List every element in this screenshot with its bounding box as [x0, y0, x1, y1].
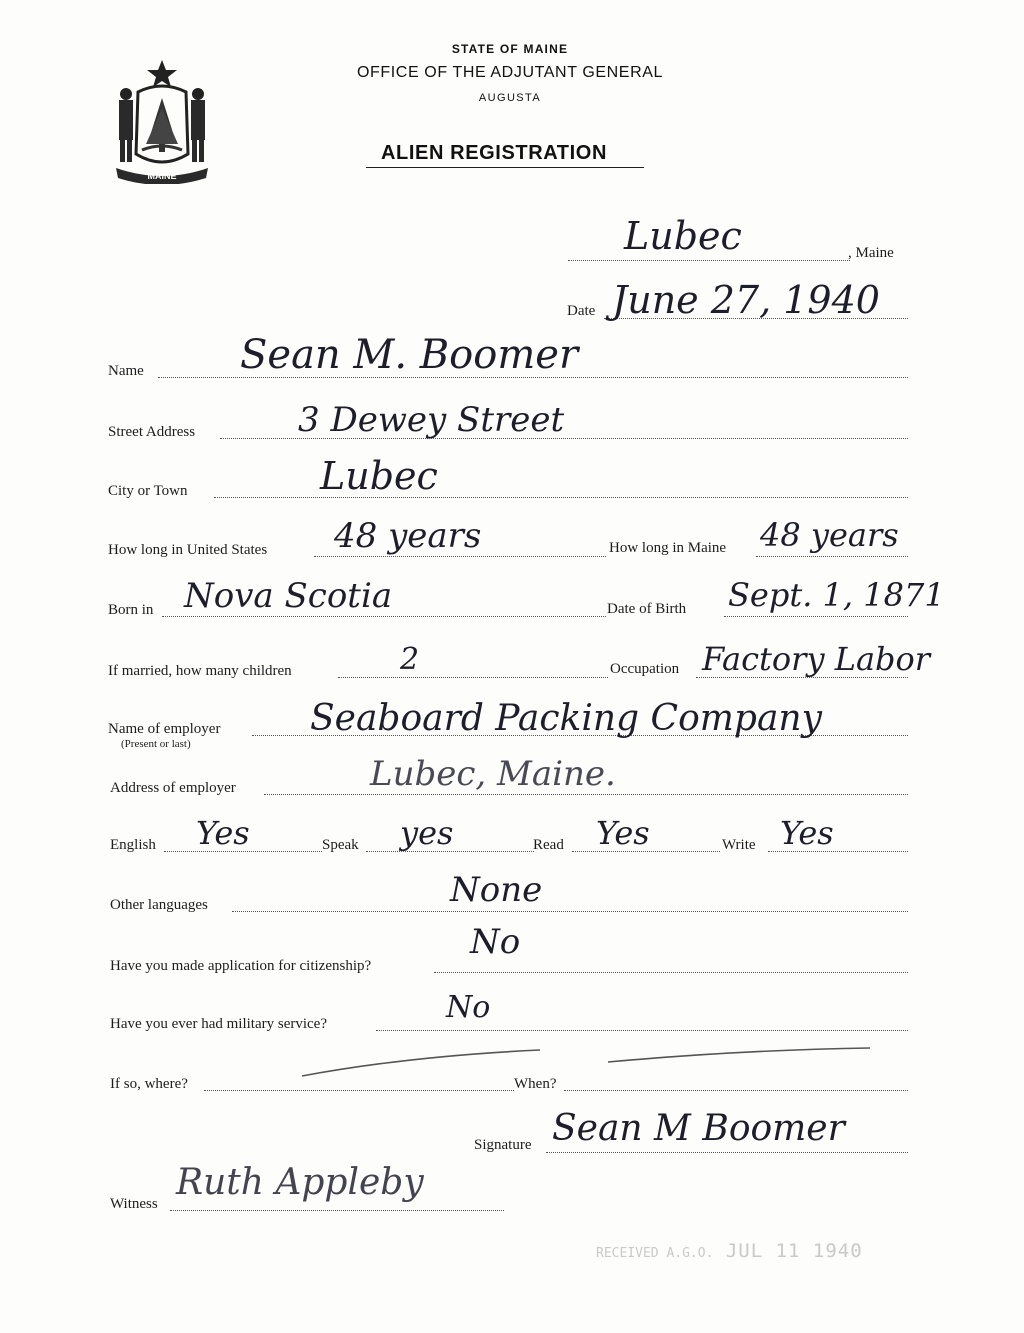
how-long-us-label: How long in United States [108, 542, 268, 558]
read-label: Read [533, 837, 564, 853]
signature-line [546, 1152, 908, 1153]
signature-label: Signature [474, 1137, 532, 1153]
employer-address-value: Lubec, Maine. [370, 754, 616, 794]
how-long-us-line [314, 556, 606, 557]
english-value: Yes [196, 814, 250, 852]
employer-address-line [264, 794, 908, 795]
military-value: No [446, 990, 491, 1025]
employer-label: Name of employer [108, 721, 221, 737]
how-long-maine-value: 48 years [760, 516, 899, 554]
read-value: Yes [596, 814, 650, 852]
received-stamp [596, 1240, 866, 1262]
military-line [376, 1030, 908, 1031]
when-label: When? [514, 1076, 557, 1092]
how-long-us-value: 48 years [334, 516, 482, 556]
date-of-birth-label: Date of Birth [607, 601, 687, 617]
witness-label: Witness [110, 1196, 158, 1212]
signature-value: Sean M Boomer [552, 1108, 845, 1149]
citizenship-line [434, 972, 908, 973]
name-value: Sean M. Boomer [240, 332, 579, 378]
town-line [568, 260, 850, 261]
maine-label: , Maine [848, 245, 894, 261]
date-value: June 27, 1940 [612, 278, 880, 322]
employer-address-label: Address of employer [110, 780, 236, 796]
born-in-line [162, 616, 606, 617]
how-long-maine-label: How long in Maine [609, 540, 727, 556]
where-label: If so, where? [110, 1076, 188, 1092]
other-languages-label: Other languages [110, 897, 208, 913]
speak-label: Speak [322, 837, 359, 853]
speak-value: yes [400, 814, 454, 852]
city-value: Lubec [320, 454, 438, 498]
children-line [338, 677, 608, 678]
svg-text:MAINE: MAINE [147, 171, 177, 181]
received-stamp-date: JUL 11 1940 [725, 1240, 863, 1262]
citizenship-value: No [470, 922, 521, 962]
occupation-label: Occupation [610, 661, 680, 677]
write-value: Yes [780, 814, 834, 852]
date-of-birth-value: Sept. 1, 1871 [728, 576, 945, 614]
date-label: Date [567, 303, 596, 319]
children-label: If married, how many children [108, 663, 292, 679]
town-value: Lubec [624, 214, 742, 258]
english-label: English [110, 837, 156, 853]
street-address-value: 3 Dewey Street [298, 400, 565, 440]
city-line [214, 497, 908, 498]
when-line [564, 1090, 908, 1091]
witness-line [170, 1210, 504, 1211]
employer-value: Seaboard Packing Company [310, 698, 822, 739]
title-underline [366, 167, 644, 168]
military-label: Have you ever had military service? [110, 1016, 327, 1032]
citizenship-label: Have you made application for citizenship? [110, 958, 372, 974]
date-of-birth-line [724, 616, 908, 617]
children-value: 2 [400, 642, 420, 677]
header-city: AUGUSTA [478, 92, 542, 104]
city-label: City or Town [108, 483, 188, 499]
born-in-label: Born in [108, 602, 154, 618]
write-label: Write [722, 837, 756, 853]
employer-note: (Present or last) [121, 738, 191, 750]
form-title: ALIEN REGISTRATION [381, 142, 607, 164]
how-long-maine-line [756, 556, 908, 557]
header-office: OFFICE OF THE ADJUTANT GENERAL [356, 64, 664, 81]
name-label: Name [108, 363, 144, 379]
occupation-value: Factory Labor [702, 640, 931, 678]
header-state: STATE OF MAINE [451, 42, 569, 56]
not-applicable-strokes [290, 1036, 910, 1084]
received-stamp-text: RECEIVED A.G.O. [596, 1246, 714, 1261]
other-languages-value: None [450, 870, 543, 910]
born-in-value: Nova Scotia [184, 576, 393, 616]
street-address-label: Street Address [108, 424, 196, 440]
witness-value: Ruth Appleby [176, 1162, 424, 1203]
other-languages-line [232, 911, 908, 912]
where-line [204, 1090, 514, 1091]
